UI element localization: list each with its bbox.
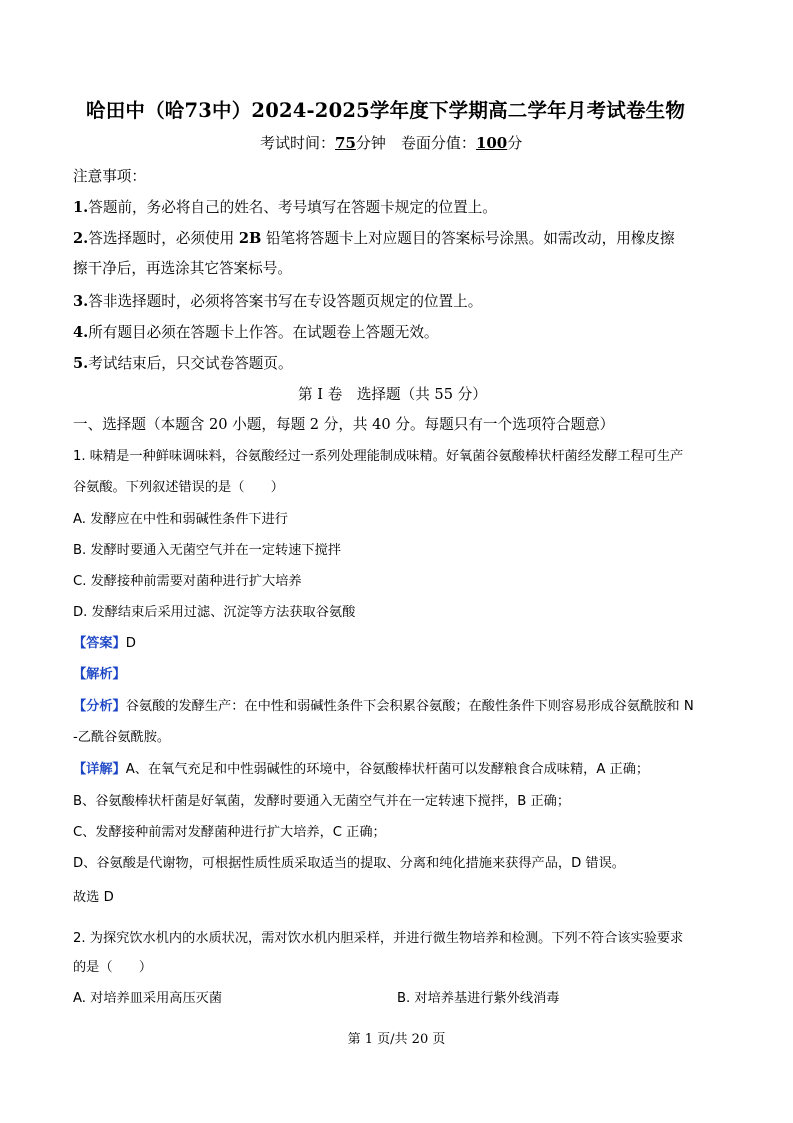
notice-heading: 注意事项： [73, 168, 146, 185]
q1-stem-2: 谷氨酸。下列叙述错误的是（ ） [73, 480, 284, 495]
time-value: 75 [335, 134, 356, 152]
time-unit: 分钟 [355, 134, 386, 152]
q1-detail-c: C、发酵接种前需对发酵菌种进行扩大培养，C 正确； [73, 825, 386, 840]
score-label: 卷面分值： [400, 134, 476, 152]
score-value: 100 [475, 134, 508, 152]
exam-info [260, 136, 522, 151]
part-heading: 一、选择题（本题含 20 小题，每题 2 分，共 40 分。每题只有一个选项符合题意） [73, 416, 615, 433]
q1-analysis-tag: 【解析】 [73, 667, 126, 682]
q1-answer [73, 637, 136, 650]
answer-value: D [125, 636, 136, 651]
notice-item-2: 2.答选择题时，必须使用 2B 铅笔将答题卡上对应题目的答案标号涂黑。如需改动，用橡皮擦 [73, 230, 675, 247]
notice-item-3: 3.答非选择题时，必须将答案书写在专设答题页规定的位置上。 [73, 293, 483, 310]
q2-stem-1: 2. 为探究饮水机内的水质状况，需对饮水机内胆采样，并进行微生物培养和检测。下列不符合该实验要求 [73, 931, 684, 946]
q1-stem-1: 1. 味精是一种鲜味调味料，谷氨酸经过一系列处理能制成味精。好氧菌谷氨酸棒状杆菌经发酵工程可生产 [73, 449, 684, 464]
section-title: 第 I 卷 选择题（共 55 分） [298, 386, 487, 403]
answer-tag: 【答案】 [73, 636, 126, 651]
time-label: 考试时间： [260, 134, 336, 152]
notice-item-2-cont: 擦干净后，再选涂其它答案标号。 [73, 260, 292, 277]
q1-option-a: A. 发酵应在中性和弱碱性条件下进行 [73, 512, 288, 527]
q1-option-d: D. 发酵结束后采用过滤、沉淀等方法获取谷氨酸 [73, 605, 356, 620]
q1-detail-d: D、谷氨酸是代谢物，可根据性质性质采取适当的提取、分离和纯化措施来获得产品，D 错误。 [73, 856, 625, 871]
q2-stem-2: 的是（ ） [73, 960, 153, 975]
q1-detail-b: B、谷氨酸棒状杆菌是好氧菌，发酵时要通入无菌空气并在一定转速下搅拌，B 正确； [73, 794, 571, 809]
q2-option-b: B. 对培养基进行紫外线消毒 [397, 991, 560, 1006]
notice-item-5: 5.考试结束后，只交试卷答题页。 [73, 355, 293, 372]
q2-option-a: A. 对培养皿采用高压灭菌 [73, 991, 223, 1006]
q1-conclusion: 故选 D [73, 890, 114, 905]
q1-option-b: B. 发酵时要通入无菌空气并在一定转速下搅拌 [73, 543, 341, 558]
q1-option-c: C. 发酵接种前需要对菌种进行扩大培养 [73, 574, 302, 589]
page-footer: 第 1 页/共 20 页 [347, 1032, 446, 1047]
q1-detail-a: 【详解】A、在氧气充足和中性弱碱性的环境中，谷氨酸棒状杆菌可以发酵粮食合成味精，A 正确； [73, 762, 650, 777]
notice-item-4: 4.所有题目必须在答题卡上作答。在试题卷上答题无效。 [73, 324, 439, 341]
notice-item-1: 1.答题前，务必将自己的姓名、考号填写在答题卡规定的位置上。 [73, 199, 497, 216]
exam-title: 哈田中（哈73中）2024-2025学年度下学期高二学年月考试卷生物 [86, 99, 686, 122]
q1-fenxi-1: 【分析】谷氨酸的发酵生产：在中性和弱碱性条件下会积累谷氨酸；在酸性条件下则容易形成谷氨酰胺和 N [73, 699, 694, 714]
score-unit: 分 [507, 134, 523, 152]
q1-fenxi-2: -乙酰谷氨酰胺。 [73, 730, 171, 745]
